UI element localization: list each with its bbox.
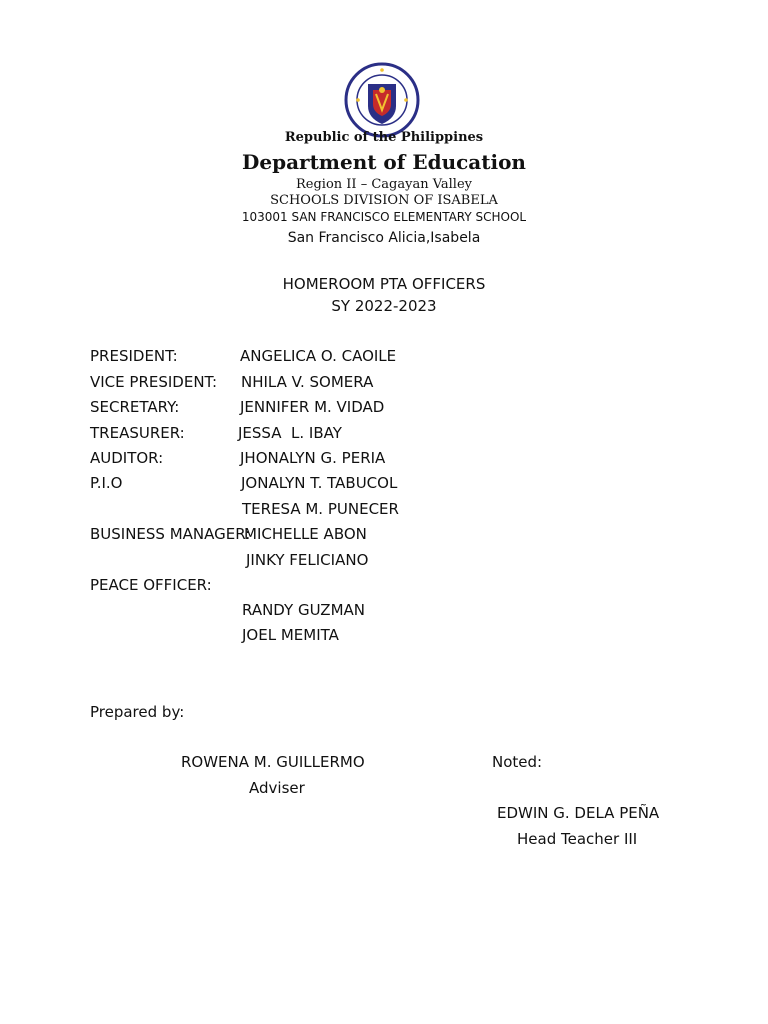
adviser-title: Adviser [249,779,305,797]
officer-name: JHONALYN G. PERIA [240,449,386,467]
officer-name: JESSA L. IBAY [238,424,342,442]
adviser-name: ROWENA M. GUILLERMO [181,753,365,771]
division-heading: SCHOOLS DIVISION OF ISABELA [270,193,498,208]
republic-heading: Republic of the Philippines [284,130,484,145]
department-heading: Department of Education [242,150,526,174]
officer-name: JONALYN T. TABUCOL [241,474,398,492]
officer-position: PRESIDENT: [90,347,178,365]
document-title: HOMEROOM PTA OFFICERS [282,275,486,293]
officer-name: ANGELICA O. CAOILE [240,347,397,365]
school-address: San Francisco Alicia,Isabela [287,230,481,246]
school-year: SY 2022-2023 [331,297,437,315]
officer-position: VICE PRESIDENT: [90,373,218,391]
officer-name: JENNIFER M. VIDAD [240,398,385,416]
officer-name: JINKY FELICIANO [246,551,369,569]
officer-name: NHILA V. SOMERA [241,373,374,391]
officer-position: PEACE OFFICER: [90,576,212,594]
officer-name: MICHELLE ABON [244,525,367,543]
school-heading: 103001 SAN FRANCISCO ELEMENTARY SCHOOL [241,210,527,224]
officer-position: TREASURER: [90,424,185,442]
prepared-by-label: Prepared by: [90,703,185,721]
officer-position: AUDITOR: [90,449,164,467]
officer-name: JOEL MEMITA [242,626,339,644]
head-teacher-title: Head Teacher III [517,830,638,848]
officer-name: TERESA M. PUNECER [242,500,399,518]
noted-label: Noted: [492,753,543,771]
officer-position: P.I.O [90,474,123,492]
officer-name: RANDY GUZMAN [242,601,365,619]
officer-position: BUSINESS MANAGER: [90,525,251,543]
deped-seal-logo [344,62,420,138]
region-heading: Region II – Cagayan Valley [296,177,472,192]
officer-position: SECRETARY: [90,398,180,416]
head-teacher-name: EDWIN G. DELA PEÑA [497,804,660,822]
